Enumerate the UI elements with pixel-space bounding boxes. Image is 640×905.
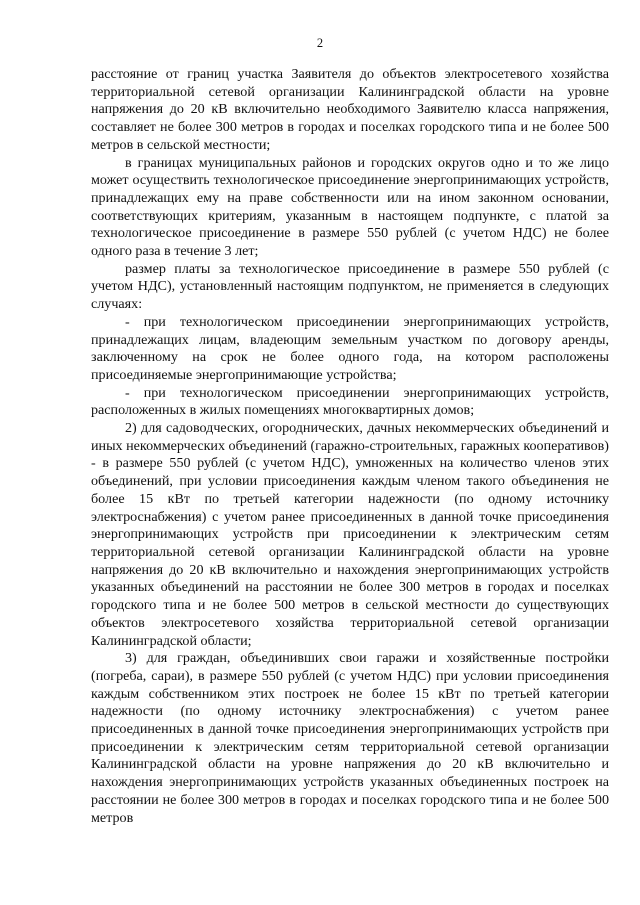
page-number: 2 [316, 36, 324, 50]
document-body [91, 66, 609, 827]
paragraph-continuation: расстояние от границ участка Заявителя до объектов электросетевого хозяйства территориальной сетевой организации Калининградской области на уровне напряжения до 20 кВ включительно необходимого Заявителю класса напряжения, составляет не более 300 метров в городах и поселках городского типа и не более 500 метров в сельской местности; [91, 66, 609, 153]
list-item-apartment-buildings: - при технологическом присоединении энергопринимающих устройств, расположенных в жилых помещениях многоквартирных домов; [91, 384, 609, 419]
paragraph-municipal-limit: в границах муниципальных районов и городских округов одно и то же лицо может осуществить технологическое присоединение энергопринимающих устройств, принадлежащих ему на праве собственности или на ином законном основании, соответствующих критериям, указанным в настоящем подпункте, с платой за технологическое присоединение в размере 550 рублей (с учетом НДС) не более одного раза в течение 3 лет; [91, 154, 609, 260]
paragraph-item-2: 2) для садоводческих, огороднических, дачных некоммерческих объединений и иных некоммерческих объединений (гаражно-строительных, гаражных кооперативов) - в размере 550 рублей (с учетом НДС), умноженных на количество членов этих объединений, при условии присоединения каждым членом такого объединения не более 15 кВт по третьей категории надежности (по одному источнику электроснабжения) с учетом ранее присоединенных в данной точке присоединения энергопринимающих устройств при присоединении к электрическим сетям территориальной сетевой организации Калининградской области на уровне напряжения до 20 кВ включительно и нахождения энергопринимающих устройств указанных объединений на расстоянии не более 300 метров в городах и поселках городского типа и не более 500 метров в сельской местности до существующих объектов электросетевого хозяйства территориальной сетевой организации Калининградской области; [91, 420, 609, 649]
list-item-leased-land: - при технологическом присоединении энергопринимающих устройств, принадлежащих лицам, владеющим земельным участком по договору аренды, заключенному на срок не более одного года, на котором расположены присоединяемые энергопринимающие устройства; [91, 313, 609, 383]
paragraph-fee-exceptions: размер платы за технологическое присоединение в размере 550 рублей (с учетом НДС), установленный настоящим подпунктом, не применяется в следующих случаях: [91, 260, 609, 313]
paragraph-item-3: 3) для граждан, объединивших свои гаражи и хозяйственные постройки (погреба, сараи), в размере 550 рублей (с учетом НДС) при условии присоединения каждым собственником этих построек не более 15 кВт по третьей категории надежности (по одному источнику электроснабжения) с учетом ранее присоединенных в данной точке присоединения энергопринимающих устройств при присоединении к электрическим сетям территориальной сетевой организации Калининградской области на уровне напряжения до 20 кВ включительно и нахождения энергопринимающих устройств указанных объединенных построек на расстоянии не более 300 метров в городах и поселках городского типа и не более 500 метров [91, 650, 609, 826]
